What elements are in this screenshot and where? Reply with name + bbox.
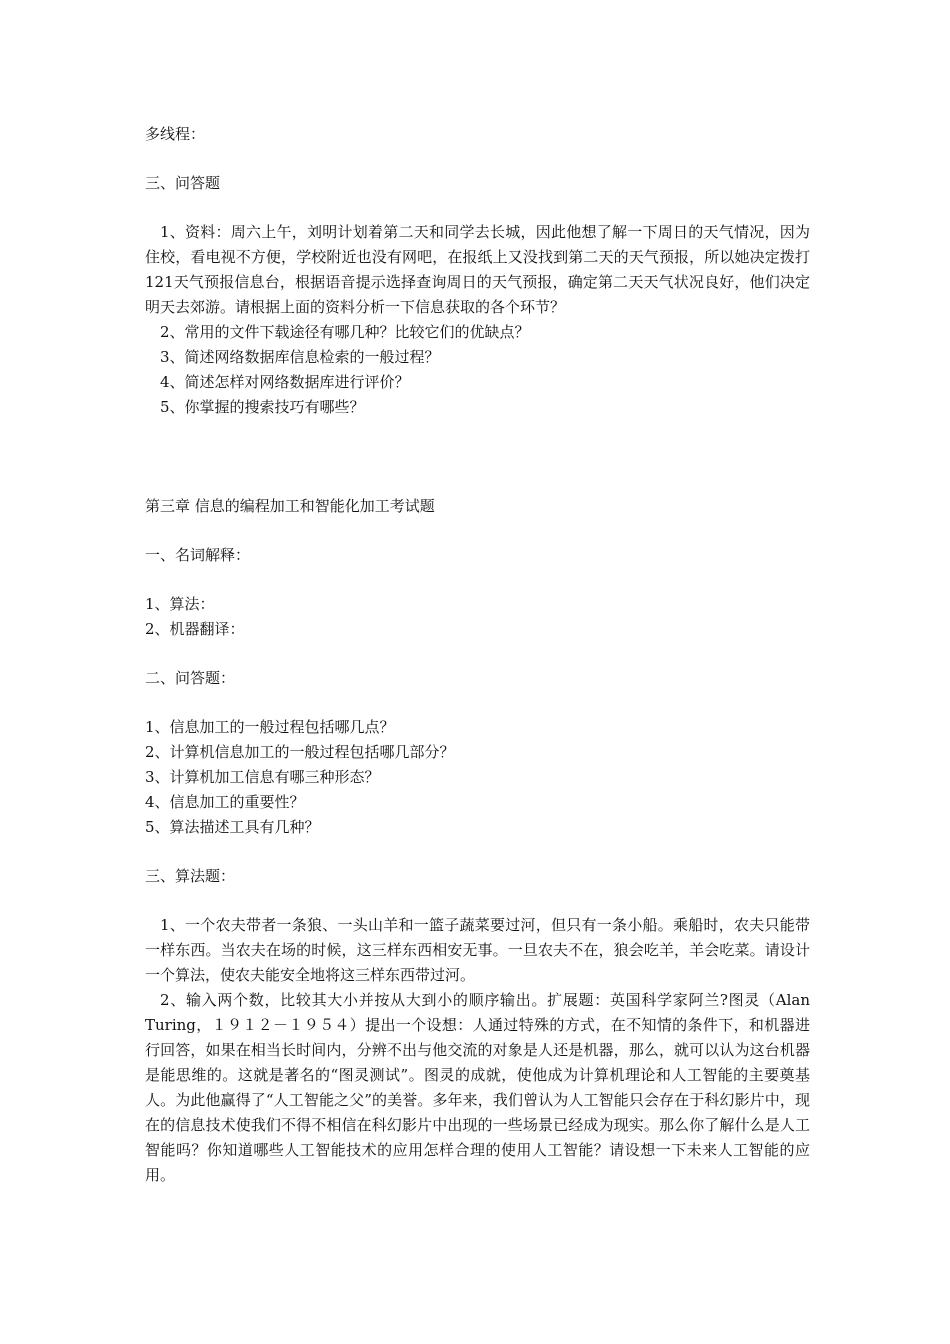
term-item: 2、机器翻译：: [145, 620, 245, 638]
qa-question-5: 5、你掌握的搜索技巧有哪些？: [160, 398, 365, 416]
algorithm-question-2: 2、输入两个数，比较其大小并按从大到小的顺序输出。扩展题：英国科学家阿兰?图灵（Alan Turing，１９１２－１９５４）提出一个设想：人通过特殊的方式，在不知情的条件下，和机器进行回答，如果在相当长时间内，分辨不出与他交流的对象是人还是机器，那么，就可以认为这台机器是能思维的。这就是著名的“图灵测试”。图灵的成就，使他成为计算机理论和人工智能的主要奠基人。为此他赢得了“人工智能之父”的美誉。多年来，我们曾认为人工智能只会存在于科幻影片中，现在的信息技术使我们不得不相信在科幻影片中出现的一些场景已经成为现实。那么你了解什么是人工智能吗？你知道哪些人工智能技术的应用怎样合理的使用人工智能？请设想一下未来人工智能的应用。: [145, 991, 810, 1184]
qa2-item: 1、信息加工的一般过程包括哪几点？: [145, 718, 395, 736]
qa2-item: 2、计算机信息加工的一般过程包括哪几部分？: [145, 743, 455, 761]
algorithm-question-1: 1、一个农夫带者一条狼、一头山羊和一篮子蔬菜要过河，但只有一条小船。乘船时，农夫只能带一样东西。当农夫在场的时候，这三样东西相安无事。一旦农夫不在，狼会吃羊，羊会吃菜。请设计一个算法，使农夫能安全地将这三样东西带过河。: [145, 916, 810, 984]
spacer: [145, 420, 810, 494]
spacer: [145, 691, 810, 715]
spacer: [145, 840, 810, 864]
term-item: 1、算法：: [145, 595, 215, 613]
chapter-title: 第三章 信息的编程加工和智能化加工考试题: [145, 497, 435, 515]
qa-question-3: 3、简述网络数据库信息检索的一般过程？: [160, 348, 440, 366]
section-heading-terms: 一、名词解释：: [145, 546, 251, 564]
spacer: [145, 519, 810, 543]
section-heading-qa-2: 二、问答题：: [145, 669, 236, 687]
spacer: [145, 568, 810, 592]
section-heading-multithread: 多线程：: [145, 125, 206, 143]
qa-question-1: 1、资料：周六上午，刘明计划着第二天和同学去长城，因此他想了解一下周日的天气情况，因为住校，看电视不方便，学校附近也没有网吧，在报纸上又没找到第二天的天气预报，所以她决定拨打121天气预报信息台，根据语音提示选择查询周日的天气预报，确定第二天天气状况良好，他们决定明天去郊游。请根据上面的资料分析一下信息获取的各个环节？: [145, 223, 810, 316]
qa-question-2: 2、常用的文件下载途径有哪几种？比较它们的优缺点？: [160, 323, 530, 341]
spacer: [145, 147, 810, 171]
document-body: [145, 122, 810, 1188]
spacer: [145, 196, 810, 220]
section-heading-qa: 三、问答题: [145, 174, 221, 192]
qa2-item: 5、算法描述工具有几种？: [145, 818, 320, 836]
section-heading-algorithm: 三、算法题：: [145, 867, 236, 885]
qa2-item: 4、信息加工的重要性？: [145, 793, 305, 811]
spacer: [145, 642, 810, 666]
spacer: [145, 889, 810, 913]
qa-question-4: 4、简述怎样对网络数据库进行评价？: [160, 373, 410, 391]
qa2-item: 3、计算机加工信息有哪三种形态？: [145, 768, 380, 786]
